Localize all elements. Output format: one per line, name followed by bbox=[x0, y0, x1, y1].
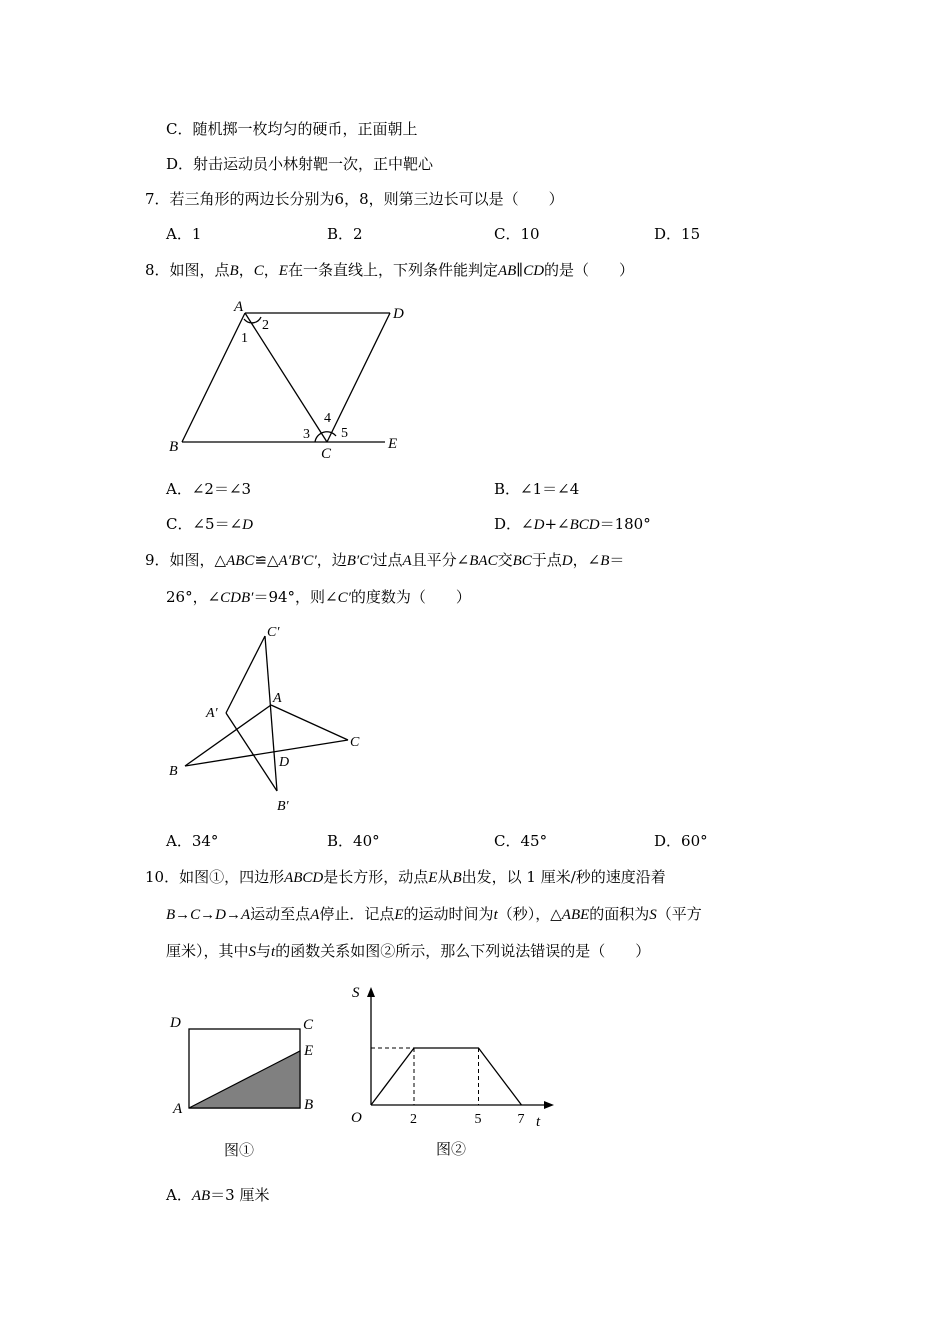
fig2-tick-5: 5 bbox=[474, 1112, 482, 1127]
q6-option-c: C．随机掷一枚均匀的硬币，正面朝上 bbox=[166, 120, 418, 138]
q9-label-a: A bbox=[273, 691, 282, 706]
fig1-label-a: A bbox=[173, 1101, 183, 1117]
q9-stem-line-1: 9．如图，△ABC≌△A′B′C′，边B′C′过点A且平分∠BAC交BC于点D，∠B＝ bbox=[145, 551, 625, 569]
q8-label-b: B bbox=[169, 439, 179, 455]
fig2-label-t: t bbox=[536, 1114, 541, 1130]
q8-label-a: A bbox=[234, 299, 244, 315]
q8-angle-5: 5 bbox=[341, 426, 348, 441]
fig1-label-c: C bbox=[303, 1017, 314, 1033]
q9-option-a: A．34° bbox=[166, 832, 219, 850]
q7-stem: 7．若三角形的两边长分别为6，8，则第三边长可以是（ ） bbox=[145, 190, 564, 208]
q9-label-c: C bbox=[350, 735, 360, 750]
q9-label-b-prime: B′ bbox=[277, 799, 289, 814]
q9-option-b: B．40° bbox=[327, 832, 380, 850]
q9-figure bbox=[160, 618, 380, 818]
fig1-label-d: D bbox=[170, 1015, 181, 1031]
q10-figure-1 bbox=[160, 1005, 330, 1165]
q8-angle-2: 2 bbox=[262, 318, 269, 333]
q9-label-b: B bbox=[169, 764, 178, 779]
q9-label-d: D bbox=[279, 755, 290, 770]
fig2-function-line bbox=[371, 1048, 522, 1105]
q7-option-c: C．10 bbox=[494, 225, 540, 243]
q10-stem-line-3: 厘米），其中S与t的函数关系如图②所示，那么下列说法错误的是（ ） bbox=[166, 942, 651, 960]
q8-angle-1: 1 bbox=[241, 331, 248, 346]
fig2-x-arrow bbox=[544, 1101, 554, 1109]
q6-option-d: D．射击运动员小林射靶一次，正中靶心 bbox=[166, 155, 434, 173]
q10-stem-line-1: 10．如图①，四边形ABCD是长方形，动点E从B出发，以 1 厘米/秒的速度沿着 bbox=[145, 868, 666, 886]
q10-stem-line-2: B→C→D→A运动至点A停止．记点E的运动时间为t（秒），△ABE的面积为S（平方 bbox=[166, 905, 702, 923]
q9-label-c-prime: C′ bbox=[267, 625, 280, 640]
q9-option-c: C．45° bbox=[494, 832, 548, 850]
q8-label-c: C bbox=[321, 446, 332, 462]
q8-option-b: B．∠1＝∠4 bbox=[494, 480, 580, 498]
fig1-label-e: E bbox=[304, 1043, 314, 1059]
fig2-label-o: O bbox=[351, 1110, 362, 1126]
q9-option-d: D．60° bbox=[654, 832, 708, 850]
q8-figure bbox=[160, 295, 420, 465]
fig2-caption: 图② bbox=[436, 1142, 467, 1158]
q10-figure-2 bbox=[340, 982, 565, 1167]
fig2-label-s: S bbox=[352, 985, 360, 1001]
q9-label-a-prime: A′ bbox=[206, 706, 218, 721]
fig2-y-arrow bbox=[367, 987, 375, 997]
fig1-label-b: B bbox=[304, 1097, 314, 1113]
fig2-tick-7: 7 bbox=[517, 1112, 525, 1127]
q8-angle-3: 3 bbox=[303, 427, 310, 442]
q8-option-c: C．∠5＝∠D bbox=[166, 515, 254, 533]
q10-option-a: A．AB＝3 厘米 bbox=[166, 1186, 270, 1204]
q7-option-b: B．2 bbox=[327, 225, 363, 243]
q7-option-d: D．15 bbox=[654, 225, 701, 243]
fig2-tick-2: 2 bbox=[410, 1112, 417, 1127]
q8-label-d: D bbox=[393, 306, 404, 322]
q8-stem: 8．如图，点B，C，E在一条直线上，下列条件能判定AB∥CD的是（ ） bbox=[145, 261, 635, 279]
q8-option-d: D．∠D+∠BCD＝180° bbox=[494, 515, 651, 533]
q8-option-a: A．∠2＝∠3 bbox=[166, 480, 252, 498]
q8-label-e: E bbox=[388, 436, 398, 452]
q8-angle-4: 4 bbox=[324, 411, 331, 426]
q7-option-a: A．1 bbox=[166, 225, 202, 243]
fig1-caption: 图① bbox=[224, 1143, 255, 1159]
q9-stem-line-2: 26°，∠CDB′＝94°，则∠C′的度数为（ ） bbox=[166, 588, 471, 606]
